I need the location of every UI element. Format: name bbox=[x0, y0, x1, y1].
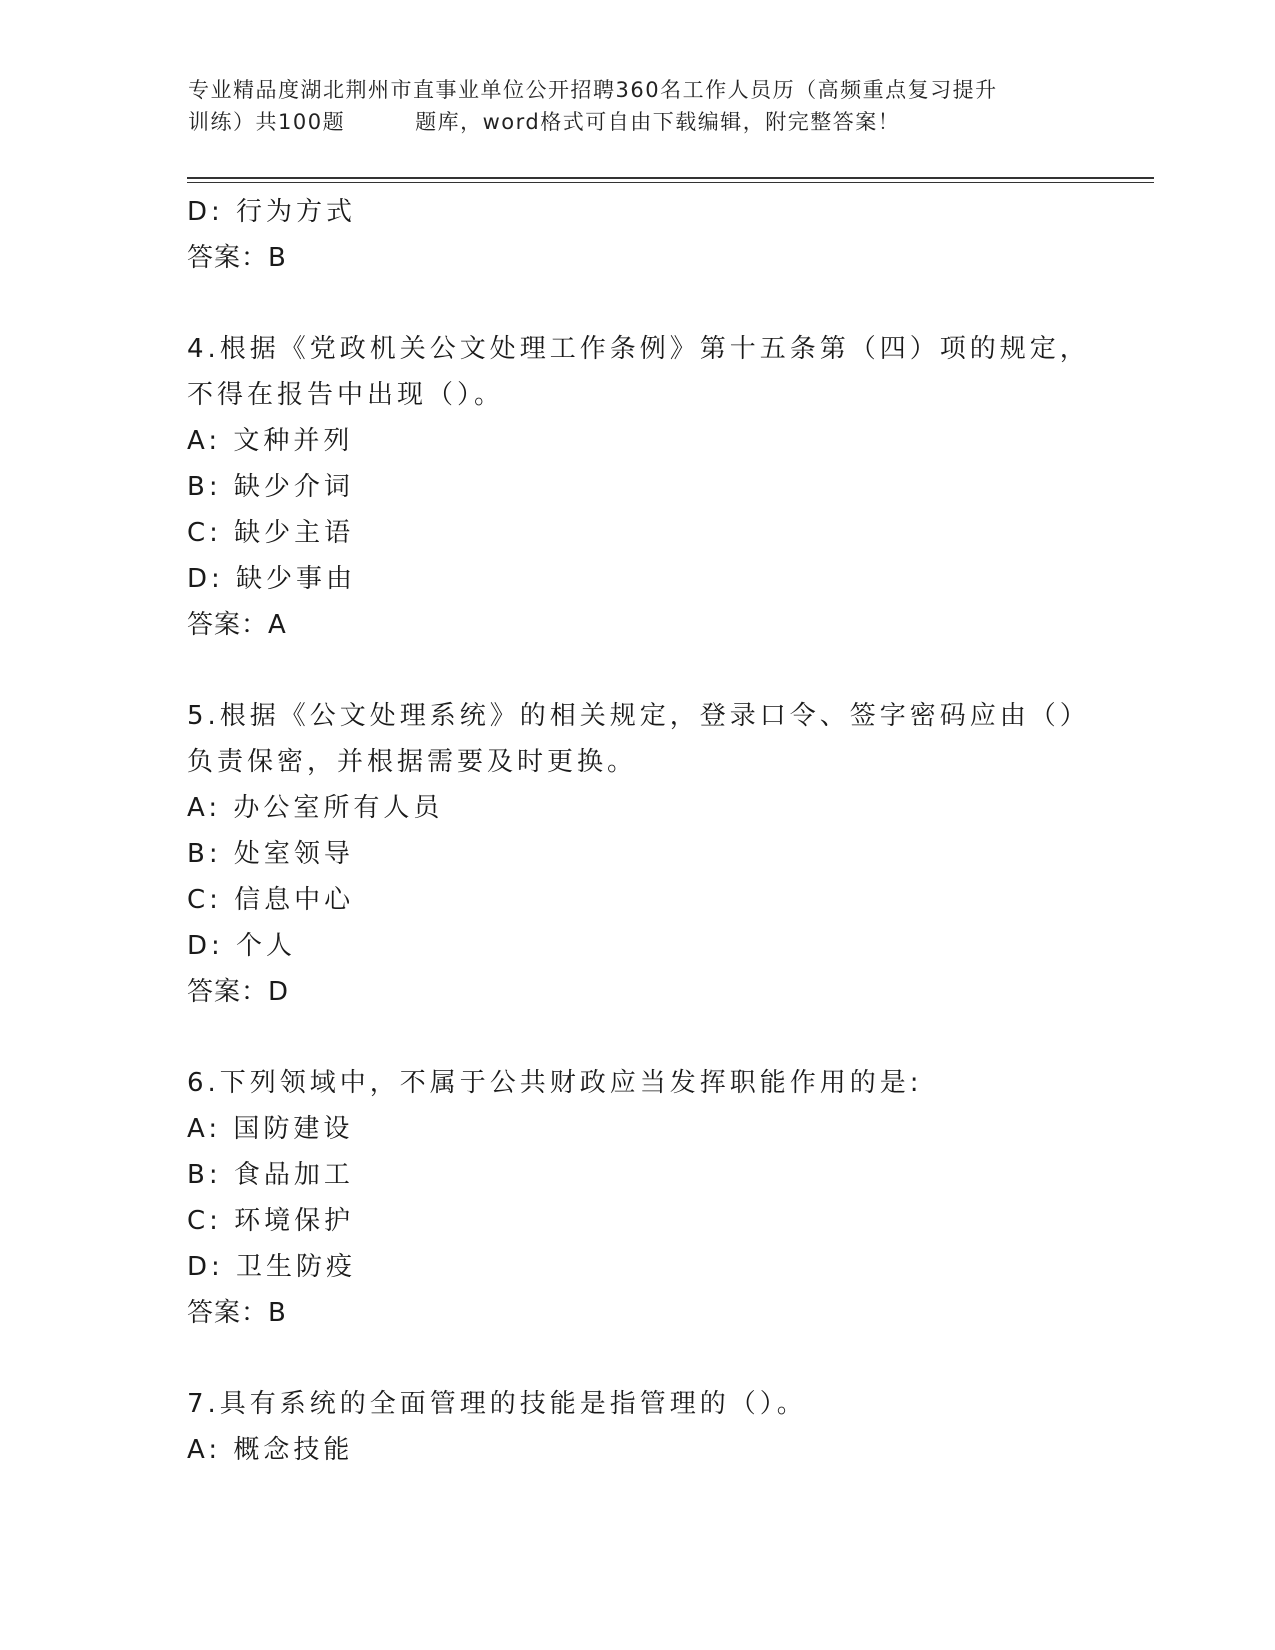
question-4 bbox=[187, 326, 1107, 648]
answer-line: 答案：A bbox=[187, 610, 287, 640]
option-c: C: 环境保护 bbox=[187, 1206, 355, 1236]
answer-line: 答案：D bbox=[187, 977, 290, 1007]
question-5 bbox=[187, 693, 1107, 1015]
option-c: C: 信息中心 bbox=[187, 885, 355, 915]
answer-line: 答案：B bbox=[187, 243, 287, 273]
question-text-cont: 不得在报告中出现（）。 bbox=[187, 380, 505, 410]
page-header bbox=[188, 74, 1088, 138]
question-6 bbox=[187, 1060, 1107, 1336]
option-d: D: 个人 bbox=[187, 931, 297, 961]
option-d: D: 行为方式 bbox=[187, 197, 357, 227]
option-d: D: 卫生防疫 bbox=[187, 1252, 357, 1282]
option-a: A: 办公室所有人员 bbox=[187, 793, 444, 823]
question-list bbox=[187, 189, 1107, 1473]
question-7 bbox=[187, 1381, 1107, 1473]
header-divider-thick bbox=[187, 177, 1154, 179]
header-divider-thin bbox=[187, 182, 1154, 183]
question-text: 7.具有系统的全面管理的技能是指管理的（）。 bbox=[187, 1389, 807, 1419]
answer-line: 答案：B bbox=[187, 1298, 287, 1328]
option-a: A: 文种并列 bbox=[187, 426, 354, 456]
question-text: 6.下列领域中，不属于公共财政应当发挥职能作用的是: bbox=[187, 1068, 923, 1098]
header-title-part-1: 训练）共100题 bbox=[188, 110, 346, 134]
option-d: D: 缺少事由 bbox=[187, 564, 357, 594]
question-text: 4.根据《党政机关公文处理工作条例》第十五条第（四）项的规定， bbox=[187, 334, 1090, 364]
option-b: B: 处室领导 bbox=[187, 839, 354, 869]
header-title-part-2: 题库，word格式可自由下载编辑，附完整答案！ bbox=[415, 110, 901, 134]
option-c: C: 缺少主语 bbox=[187, 518, 355, 548]
question-3-tail bbox=[187, 189, 1107, 281]
question-text: 5.根据《公文处理系统》的相关规定，登录口令、签字密码应由（） bbox=[187, 701, 1090, 731]
option-a: A: 国防建设 bbox=[187, 1114, 354, 1144]
header-title-line-1: 专业精品度湖北荆州市直事业单位公开招聘360名工作人员历（高频重点复习提升 bbox=[188, 78, 998, 102]
option-b: B: 缺少介词 bbox=[187, 472, 354, 502]
question-text-cont: 负责保密，并根据需要及时更换。 bbox=[187, 747, 638, 777]
header-title-line-2 bbox=[188, 106, 1088, 138]
option-b: B: 食品加工 bbox=[187, 1160, 354, 1190]
option-a: A: 概念技能 bbox=[187, 1435, 354, 1465]
